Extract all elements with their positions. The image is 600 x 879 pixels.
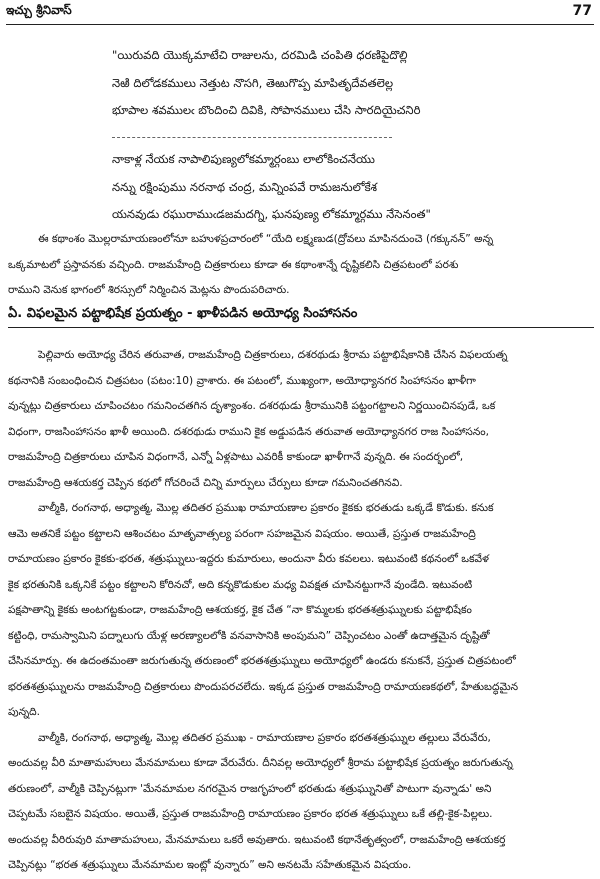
- text-line: రాజమహేంద్రి చిత్రకారులు చూపిన విధంగానే, ఎన్నో ఏళ్లపాటు ఎవరికీ కాకుండా ఖాళీగానే వున్నది. ఈ సందర్భంలో,: [8, 451, 464, 463]
- page-number: 77: [572, 3, 592, 19]
- text-line: వాల్మీకి, రంగనాథ, అధ్యాత్మ, మొల్ల తదితర ప్రముఖ రామాయణాల ప్రకారం కైకకు భరతుడు ఒక్కడే కొడుకు. కనుక: [38, 502, 494, 514]
- paragraph-2: [8, 343, 594, 496]
- verse-line: నెఱి దిలోడకములు నెత్తుట నొసగి, తెఱుగొప్ప మాపితృదేవతలెల్ల: [112, 75, 394, 90]
- verse-line: నన్ను రక్షింపుము నరనాథ చంద్ర, మన్నింపవే రామజనులోకేశ: [112, 179, 378, 194]
- text-line: వున్నట్లు చిత్రకారులు చూపించటం గమనించతగిన దృశ్యాంశం. దశరథుడు శ్రీరామునికి పట్టంగట్టాలని నిర్ణయించినపుడే, ఒక: [8, 400, 496, 412]
- paragraph-3: [8, 496, 594, 726]
- text-line: రాజమహేంద్రి ఆశయకర్త చెప్పిన కథలో గోచరించే చిన్ని మార్పులు చేర్పులు కూడా గమనించతగినవి.: [8, 476, 403, 489]
- text-line: ఒక్కమాటలో ప్రస్తావనకు వచ్చింది. రాజమహేంద్రి చిత్రకారులు కూడా ఈ కథాంశాన్నే దృష్టికలిసి చిత్రపటంలో పరశు: [8, 258, 459, 271]
- running-title: ఇచ్చు శ్రీనివాస్: [6, 3, 72, 17]
- text-line: పెల్లివారు అయోధ్య చేరిన తరువాత, రాజమహేంద్రి చిత్రకారులు, దశరథుడు శ్రీరామ పట్టాభిషేకానికి చేసిన విఫలయత్న: [38, 349, 508, 361]
- text-line: తరుణంలో, వాల్మీకి చెప్పినట్లుగా 'మేనమామల నగరమైన రాజగృహంలో భరతుడు శత్రుఘ్నునితో పాటుగా వున్నాడు' అని: [8, 782, 492, 795]
- text-line: వాల్మీకి, రంగనాథ, అధ్యాత్మ, మొల్ల తదితర ప్రముఖ - రామాయణాల ప్రకారం భరతశత్రుఘ్నుల తల్లులు వేరువేరు,: [38, 731, 491, 744]
- heading-rule: [8, 327, 594, 328]
- text-line: ఆమె అతనికే పట్టం కట్టాలని ఆశించటం మాతృవాత్సల్య పరంగా సహజమైన విషయం. అయితే, ప్రస్తుత రాజమహేంద్రి: [8, 527, 476, 540]
- text-line: అందువల్ల వీరి మాతామహులు మేనమామలు కూడా వేరువేరు. దీనివల్ల అయోధ్యలో శ్రీరామ పట్టాభిషేక ప్రయత్నం జరుగుతున్న: [8, 757, 513, 769]
- verse-block-2: [112, 146, 567, 229]
- text-line: విధంగా, రాజసింహాసనం ఖాళీ అయింది. దశరథుడు రాముని కైక అడ్డుపడిన తరువాత అయోధ్యానగర రాజ సింహాసనం,: [8, 425, 490, 438]
- verse-line: "యిరువది యొక్కమాటేచి రాజులను, దరమిడి చంపితి ధరణిపైదొల్లి: [112, 48, 408, 62]
- verse-divider: [112, 137, 392, 138]
- text-line: పక్షపాతాన్ని కైకకు అంటగట్టకుండా, రాజమహేంద్రి ఆశయకర్త, కైక చేత “నా కొమ్మలకు భరతశత్రుఘ్నులకు పట్టాభిషేకం: [8, 604, 472, 616]
- paragraph-1: [8, 227, 594, 304]
- text-line: కైక భరతునికి ఒక్కనికే పట్టం కట్టాలని కోరినచో, అది కన్నకొడుకుల మధ్య వివక్షత చూపినట్టుగానే వుండేది. ఇటువంటి: [8, 578, 473, 591]
- page-header: [6, 0, 594, 25]
- text-line: భరతశత్రుఘ్నులను రాజమహేంద్రి చిత్రకారులు పొందుపరచలేదు. ఇక్కడ ప్రస్తుత రాజమహేంద్రి రామాయణకథలో, హేతుబద్ధమైన: [8, 680, 519, 693]
- text-line: చెప్పినట్లు “భరత శత్రుఘ్నులు మేనమామల ఇంట్లో వున్నారు” అని అనటమే సహేతుకమైన విషయం.: [8, 859, 412, 871]
- text-line: రామాయణం ప్రకారం కైకకు-భరత, శత్రుఘ్నులు-ఇద్దరు కుమారులు, అందునా వీరు కవలలు. ఇటువంటి కథనంలో ఒకవేళ: [8, 553, 489, 565]
- text-line: చెప్పటమే సబబైన విషయం. అయితే, ప్రస్తుత రాజమహేంద్రి రామాయణం ప్రకారం భరత శత్రుఘ్నులు ఒకే తల్లి-కైక-పిల్లలు.: [8, 808, 493, 820]
- text-line: ఈ కథాంశం మొల్లరామాయణంలోనూ బహుళప్రచారంలో “యేది లక్ష్మణుడ(ద్రోవలు మాపినదుంచె (గక్కునన్” అన్న: [38, 233, 494, 245]
- verse-line: నాకాళ్ల నేయక నాపాలిపుణ్యలోకమ్మార్గంబు లాలోకించనేయు: [112, 152, 375, 166]
- paragraph-4: [8, 726, 594, 879]
- text-line: రాముని వెనుక భాగంలో శిరస్సులో నిర్మించిన మెట్లను పొందుపరిచారు.: [8, 284, 290, 296]
- verse-line: భూపాల శవములఁ బొందించి దివికి, సోపానములు చేసి సారదియైచనిరి: [112, 103, 421, 117]
- verse-line: యనవుడు రఘురాముఁడజమదగ్ని, ఘనపుణ్య లోకమ్మార్గము నేసెనంత": [112, 207, 431, 221]
- text-line: అందువల్ల వీరిరువురి మాతామహులు, మేనమామలు ఒకరే అవుతారు. ఇటువంటి కథానేతృత్వంలో, రాజమహేంద్రి ఆశయకర్త: [8, 833, 506, 846]
- text-line: కథనానికి సంబంధించిన చిత్రపటం (పటం:10) వ్రాశారు. ఈ పటంలో, ముఖ్యంగా, అయోధ్యానగర సింహాసనం ఖాళీగా: [8, 374, 476, 387]
- text-line: చేసినమార్పు. ఈ ఉదంతమంతా జరుగుతున్న తరుణంలో భరతశత్రుఘ్నులు అయోధ్యలో ఉండరు కనుకనే, ప్రస్తుత చిత్రపటంలో: [8, 655, 516, 667]
- text-line: పున్నది.: [8, 706, 41, 718]
- body-text: [8, 343, 594, 879]
- verse-block-1: [112, 42, 567, 125]
- text-line: కట్టింధి, రామస్వామిని పద్నాలుగు యేళ్ల అరణ్యాలలోకి వనవాసానికి అంపుమని” చెప్పించటం ఎంతో ఉదాత్తమైన దృష్టితో: [8, 629, 490, 642]
- section-heading: ఏ. విఫలమైన పట్టాభిషేక ప్రయత్నం - ఖాళీపడిన అయోధ్య సింహాసనం: [8, 306, 358, 321]
